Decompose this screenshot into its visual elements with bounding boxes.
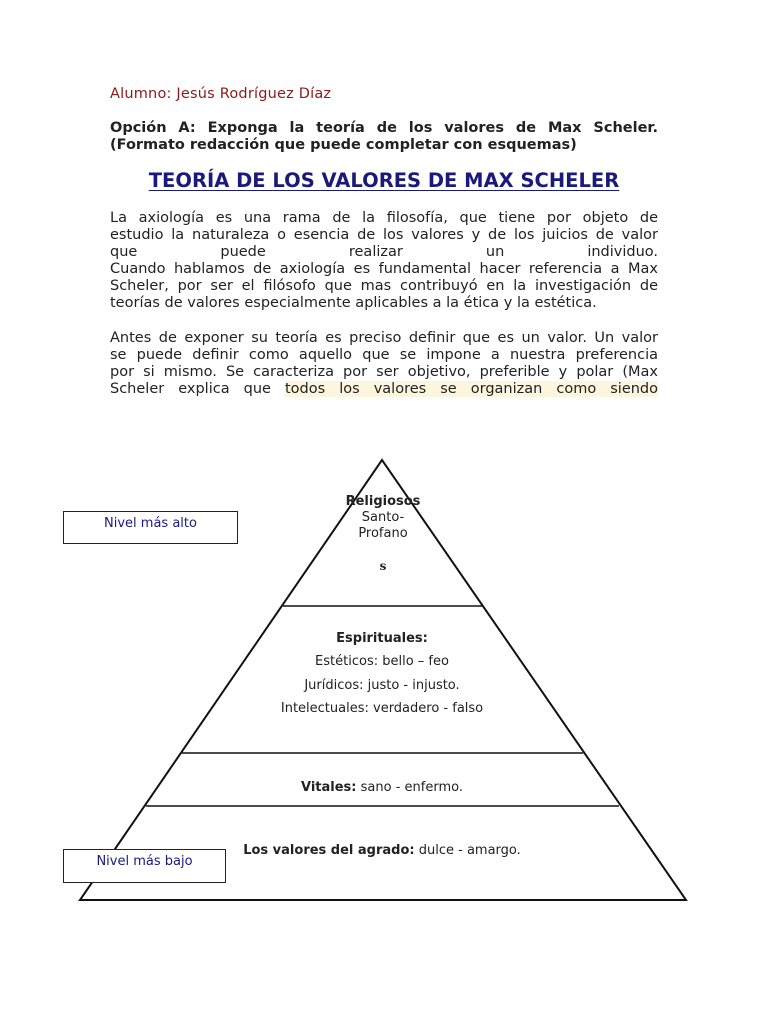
highest-level-label: Nivel más alto	[63, 511, 238, 544]
level-vital	[301, 780, 463, 795]
level-religious-mark: s	[379, 559, 387, 573]
lowest-level-label: Nivel más bajo	[63, 849, 226, 883]
paragraph-line: se puede definir como aquello que se impone a nuestra preferencia	[110, 347, 658, 363]
level-religious-line-1: Santo-	[361, 510, 405, 525]
level-spiritual-heading: Espirituales:	[336, 631, 428, 646]
level-spiritual-line-3: Intelectuales: verdadero - falso	[280, 701, 484, 716]
level-religious-line-2: Profano	[358, 526, 408, 541]
level-pleasure	[243, 843, 521, 858]
option-line-2: (Formato redacción que puede completar con esquemas)	[110, 137, 577, 153]
level-pleasure-text: dulce - amargo.	[414, 843, 521, 858]
level-vital-heading: Vitales:	[301, 780, 357, 795]
level-spiritual-line-2: Jurídicos: justo - injusto.	[304, 678, 460, 693]
paragraph-text: Scheler explica que	[110, 381, 285, 397]
paragraph-line: Scheler, por ser el filósofo que mas contribuyó en la investigación de	[110, 278, 658, 294]
paragraph-line: Cuando hablamos de axiología es fundamental hacer referencia a Max	[110, 261, 658, 277]
paragraph-line: Antes de exponer su teoría es preciso definir que es un valor. Un valor	[110, 330, 658, 346]
highlighted-text: todos los valores se organizan como siendo	[285, 381, 658, 397]
paragraph-line: La axiología es una rama de la filosofía, que tiene por objeto de	[110, 210, 658, 226]
option-line-1: Opción A: Exponga la teoría de los valores de Max Scheler.	[110, 120, 658, 136]
level-spiritual-line-1: Estéticos: bello – feo	[315, 654, 449, 669]
level-pleasure-heading: Los valores del agrado:	[243, 843, 415, 858]
student-name: Alumno: Jesús Rodríguez Díaz	[110, 86, 332, 102]
paragraph-line: que puede realizar un individuo.	[110, 244, 658, 260]
page-title: TEORÍA DE LOS VALORES DE MAX SCHELER	[148, 169, 620, 192]
paragraph-line: por si mismo. Se caracteriza por ser objetivo, preferible y polar (Max	[110, 364, 658, 380]
level-vital-text: sano - enfermo.	[356, 780, 463, 795]
paragraph-line: estudio la naturaleza o esencia de los valores y de los juicios de valor	[110, 227, 658, 243]
level-religious-heading: Religiosos	[345, 494, 421, 509]
paragraph-line: teorías de valores especialmente aplicables a la ética y la estética.	[110, 295, 597, 311]
